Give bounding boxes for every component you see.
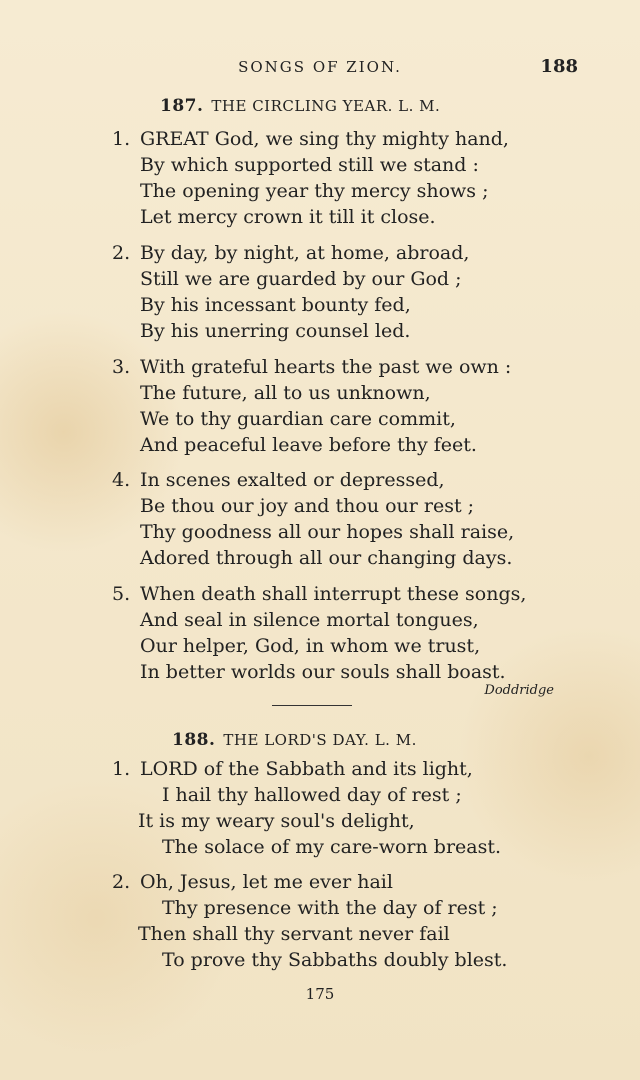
verse-text: In scenes exalted or depressed, xyxy=(140,469,445,491)
verse-line: The future, all to us unknown, xyxy=(140,382,431,404)
verse-number: 5. xyxy=(112,583,131,605)
verse-line xyxy=(112,240,469,266)
verse-number: 3. xyxy=(112,356,131,378)
verse-number: 4. xyxy=(112,469,131,491)
verse-line xyxy=(112,581,526,607)
hymn-number: 188. xyxy=(172,730,216,750)
verse-line: Be thou our joy and thou our rest ; xyxy=(140,495,475,517)
verse-line: Thy presence with the day of rest ; xyxy=(162,897,498,919)
verse-line: Still we are guarded by our God ; xyxy=(140,268,462,290)
page-number-bottom: 175 xyxy=(305,985,335,1003)
verse-line: By his incessant bounty fed, xyxy=(140,294,411,316)
verse-text: With grateful hearts the past we own : xyxy=(140,356,512,378)
running-title: SONGS OF ZION. xyxy=(238,58,402,76)
page-number-top: 188 xyxy=(540,56,578,77)
verse-text: By day, by night, at home, abroad, xyxy=(140,242,470,264)
hymn-title-text: THE LORD'S DAY. L. M. xyxy=(223,731,417,749)
verse-line xyxy=(112,467,445,493)
verse-line: To prove thy Sabbaths doubly blest. xyxy=(162,949,508,971)
verse-line: Let mercy crown it till it close. xyxy=(140,206,436,228)
hymn-title xyxy=(160,96,440,116)
verse-text: GREAT God, we sing thy mighty hand, xyxy=(140,128,509,150)
verse-line: It is my weary soul's delight, xyxy=(138,810,415,832)
verse-number: 2. xyxy=(112,871,131,893)
verse-line: Our helper, God, in whom we trust, xyxy=(140,635,481,657)
verse-line: By which supported still we stand : xyxy=(140,154,479,176)
verse-line xyxy=(112,869,393,895)
verse-line: Adored through all our changing days. xyxy=(140,547,513,569)
verse-line: The solace of my care-worn breast. xyxy=(162,836,502,858)
verse-line: Thy goodness all our hopes shall raise, xyxy=(140,521,515,543)
verse-number: 1. xyxy=(112,128,131,150)
verse-number: 1. xyxy=(112,758,131,780)
section-divider xyxy=(272,705,352,706)
verse-line xyxy=(112,354,511,380)
verse-number: 2. xyxy=(112,242,131,264)
verse-line: And peaceful leave before thy feet. xyxy=(140,434,477,456)
verse-line xyxy=(112,126,509,152)
hymn-number: 187. xyxy=(160,96,204,116)
verse-line: I hail thy hallowed day of rest ; xyxy=(162,784,462,806)
verse-text: Oh, Jesus, let me ever hail xyxy=(140,871,393,893)
verse-line: And seal in silence mortal tongues, xyxy=(140,609,479,631)
hymn-title-text: THE CIRCLING YEAR. L. M. xyxy=(211,97,441,115)
verse-text: LORD of the Sabbath and its light, xyxy=(140,758,473,780)
verse-line: The opening year thy mercy shows ; xyxy=(140,180,489,202)
hymn-title xyxy=(172,730,417,750)
verse-line: We to thy guardian care commit, xyxy=(140,408,456,430)
verse-text: When death shall interrupt these songs, xyxy=(140,583,527,605)
verse-line: In better worlds our souls shall boast. xyxy=(140,661,506,683)
verse-line: Then shall thy servant never fail xyxy=(138,923,450,945)
verse-line xyxy=(112,756,473,782)
verse-line: By his unerring counsel led. xyxy=(140,320,411,342)
author-attribution: Doddridge xyxy=(484,683,554,698)
